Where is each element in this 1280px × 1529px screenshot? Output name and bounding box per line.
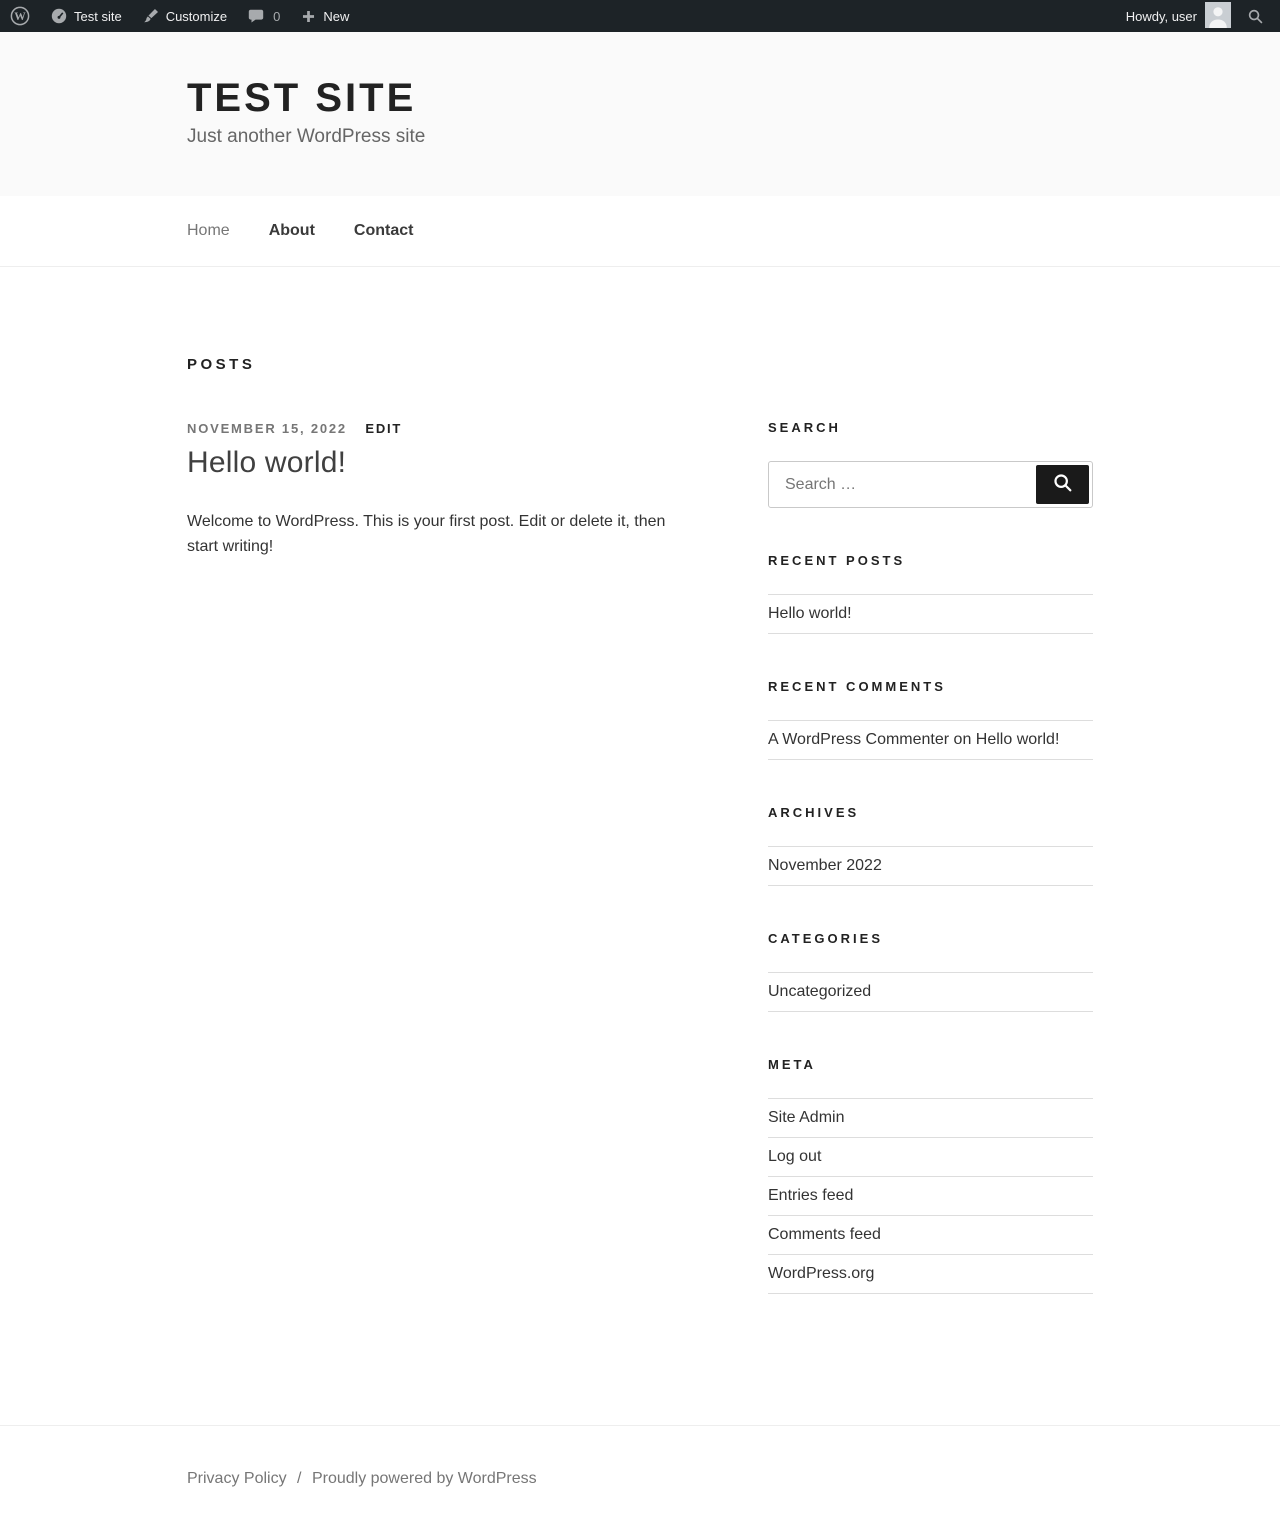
dashboard-icon bbox=[50, 7, 68, 25]
archives-list bbox=[768, 846, 1093, 886]
meta-site-admin-link[interactable]: Site Admin bbox=[768, 1109, 845, 1126]
wordpress-menu-button[interactable] bbox=[0, 0, 40, 32]
categories-list bbox=[768, 972, 1093, 1012]
site-main bbox=[0, 267, 1280, 1425]
post-body: Welcome to WordPress. This is your first post. Edit or delete it, then start writing! bbox=[187, 513, 666, 555]
search-icon bbox=[1052, 472, 1074, 497]
post-article bbox=[187, 421, 690, 559]
posts-column bbox=[187, 356, 690, 559]
post-date-link[interactable]: NOVEMBER 15, 2022 bbox=[187, 421, 347, 436]
list-item bbox=[768, 1216, 1093, 1255]
meta-title: META bbox=[768, 1057, 816, 1072]
list-item bbox=[768, 1177, 1093, 1216]
widget-search bbox=[768, 420, 1093, 508]
list-item bbox=[768, 595, 1093, 634]
wordpress-logo-icon bbox=[10, 6, 30, 26]
site-name-label: Test site bbox=[74, 8, 122, 24]
customize-button[interactable] bbox=[132, 0, 237, 32]
categories-title: CATEGORIES bbox=[768, 931, 883, 946]
avatar bbox=[1205, 2, 1231, 31]
list-item bbox=[768, 1138, 1093, 1177]
widget-meta bbox=[768, 1057, 1093, 1294]
meta-wordpress-org-link[interactable]: WordPress.org bbox=[768, 1265, 875, 1282]
entry-meta bbox=[187, 421, 690, 437]
category-link[interactable]: Uncategorized bbox=[768, 983, 872, 1000]
footer-separator: / bbox=[297, 1470, 302, 1487]
meta-list bbox=[768, 1098, 1093, 1294]
admin-bar-left bbox=[0, 0, 359, 32]
list-item bbox=[768, 1255, 1093, 1294]
main-navigation bbox=[0, 196, 1280, 267]
comment-author-link[interactable]: A WordPress Commenter bbox=[768, 731, 950, 748]
list-item bbox=[768, 973, 1093, 1012]
recent-post-link[interactable]: Hello world! bbox=[768, 605, 852, 622]
meta-log-out-link[interactable]: Log out bbox=[768, 1148, 822, 1165]
widget-categories bbox=[768, 931, 1093, 1012]
recent-comments-list bbox=[768, 720, 1093, 760]
search-widget-title: SEARCH bbox=[768, 420, 841, 435]
admin-bar-site-name[interactable] bbox=[40, 0, 132, 32]
site-footer bbox=[0, 1425, 1280, 1529]
site-header bbox=[0, 32, 1280, 196]
post-edit-link[interactable]: EDIT bbox=[365, 421, 403, 436]
customize-label: Customize bbox=[165, 8, 228, 24]
footer-text bbox=[187, 1469, 1093, 1489]
search-button[interactable] bbox=[1036, 465, 1089, 504]
comment-connector: on bbox=[953, 731, 972, 748]
archives-title: ARCHIVES bbox=[768, 805, 860, 820]
comments-icon bbox=[247, 7, 265, 25]
list-item bbox=[768, 847, 1093, 886]
post-title bbox=[187, 445, 690, 481]
greeting-label: Howdy, user bbox=[1125, 8, 1197, 24]
comments-count: 0 bbox=[273, 8, 281, 24]
widget-recent-comments bbox=[768, 679, 1093, 760]
new-content-button[interactable] bbox=[290, 0, 359, 32]
customize-icon bbox=[142, 7, 160, 25]
comment-post-link[interactable]: Hello world! bbox=[975, 731, 1060, 748]
site-tagline: Just another WordPress site bbox=[187, 126, 426, 147]
archive-link[interactable]: November 2022 bbox=[768, 857, 882, 874]
nav-item-home[interactable]: Home bbox=[187, 222, 230, 239]
nav-item-contact[interactable]: Contact bbox=[353, 222, 414, 239]
admin-search-icon[interactable] bbox=[1243, 0, 1268, 32]
recent-posts-title: RECENT POSTS bbox=[768, 553, 906, 568]
post-title-link[interactable]: Hello world! bbox=[187, 446, 347, 479]
admin-bar bbox=[0, 0, 1280, 32]
widget-archives bbox=[768, 805, 1093, 886]
meta-comments-feed-link[interactable]: Comments feed bbox=[768, 1226, 881, 1243]
search-form bbox=[768, 461, 1093, 508]
svg-text:W: W bbox=[14, 11, 26, 24]
site-title bbox=[187, 76, 1093, 120]
privacy-policy-link[interactable]: Privacy Policy bbox=[187, 1470, 287, 1487]
new-icon bbox=[300, 8, 317, 25]
list-item bbox=[768, 1099, 1093, 1138]
admin-bar-right bbox=[1126, 0, 1280, 32]
page-title: POSTS bbox=[187, 356, 256, 373]
list-item bbox=[768, 721, 1093, 760]
site-title-link[interactable]: TEST SITE bbox=[187, 76, 417, 120]
new-label: New bbox=[323, 8, 350, 24]
meta-entries-feed-link[interactable]: Entries feed bbox=[768, 1187, 854, 1204]
widget-recent-posts bbox=[768, 553, 1093, 634]
my-account-button[interactable] bbox=[1126, 0, 1231, 32]
recent-comments-title: RECENT COMMENTS bbox=[768, 679, 946, 694]
sidebar bbox=[768, 356, 1093, 1339]
nav-item-about[interactable]: About bbox=[268, 222, 315, 239]
search-input[interactable] bbox=[769, 462, 1036, 507]
powered-by-link[interactable]: Proudly powered by WordPress bbox=[311, 1470, 537, 1487]
comments-button[interactable] bbox=[237, 0, 290, 32]
recent-posts-list bbox=[768, 594, 1093, 634]
